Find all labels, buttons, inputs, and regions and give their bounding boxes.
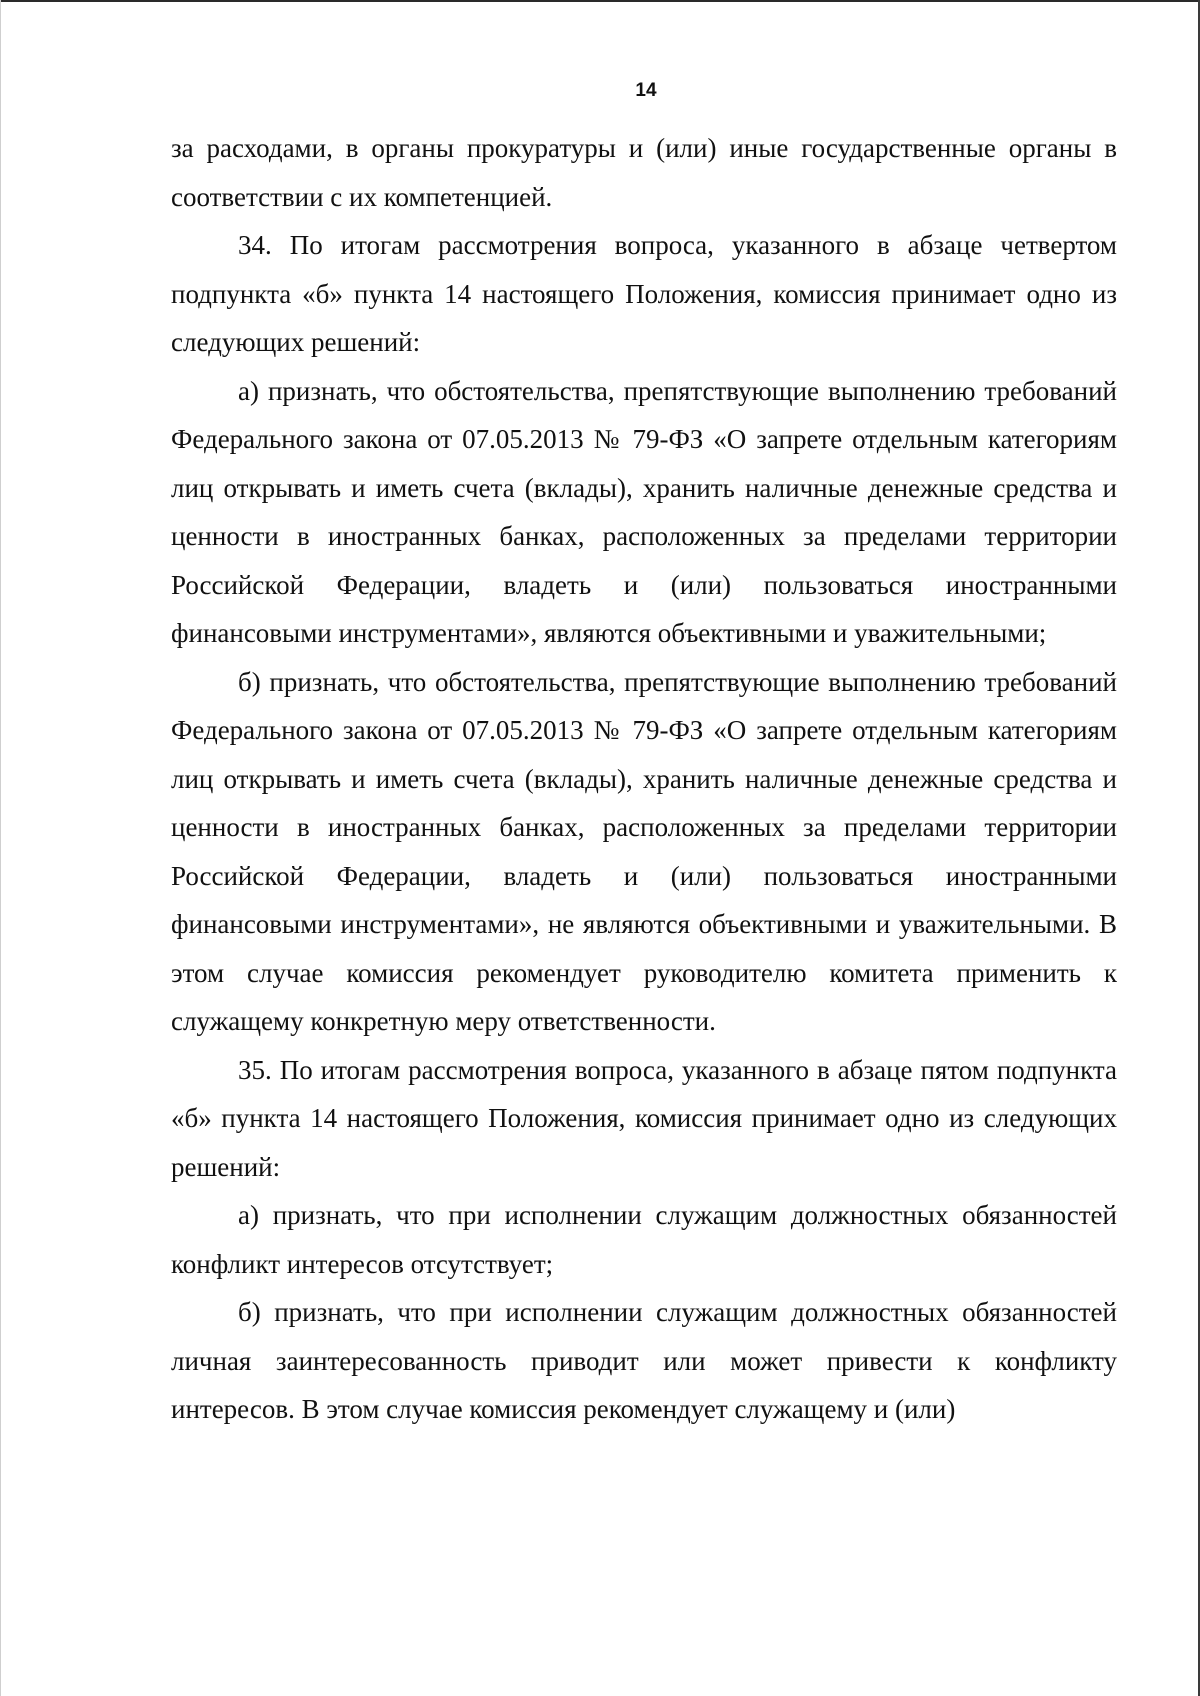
document-body [171,124,1117,1434]
paragraph-item-34: 34. По итогам рассмотрения вопроса, указанного в абзаце четвертом подпункта «б» пункта 14 настоящего Положения, комиссия принимает одно из следующих решений: [171,230,1117,357]
paragraph-continuation: за расходами, в органы прокуратуры и (или) иные государственные органы в соответствии с их компетенцией. [171,133,1117,212]
page-number: 14 [635,80,657,101]
paragraph-item-34-b: б) признать, что обстоятельства, препятствующие выполнению требований Федерального закона от 07.05.2013 № 79-ФЗ «О запрете отдельным категориям лиц открывать и иметь счета (вклады), хранить наличные денежные средства и ценности в иностранных банках, расположенных за пределами территории Российской Федерации, владеть и (или) пользоваться иностранными финансовыми инструментами», не являются объективными и уважительными. В этом случае комиссия рекомендует руководителю комитета применить к служащему конкретную меру ответственности. [171,666,1117,1036]
paragraph-item-35-b: б) признать, что при исполнении служащим должностных обязанностей личная заинтересованность приводит или может привести к конфликту интересов. В этом случае комиссия рекомендует служащему и (или) [171,1297,1117,1424]
paragraph-item-34-a: а) признать, что обстоятельства, препятствующие выполнению требований Федерального закона от 07.05.2013 № 79-ФЗ «О запрете отдельным категориям лиц открывать и иметь счета (вклады), хранить наличные денежные средства и ценности в иностранных банках, расположенных за пределами территории Российской Федерации, владеть и (или) пользоваться иностранными финансовыми инструментами», являются объективными и уважительными; [171,375,1117,648]
paragraph-item-35: 35. По итогам рассмотрения вопроса, указанного в абзаце пятом подпункта «б» пункта 14 настоящего Положения, комиссия принимает одно из следующих решений: [171,1054,1117,1182]
paragraph-item-35-a: а) признать, что при исполнении служащим должностных обязанностей конфликт интересов отсутствует; [171,1200,1117,1279]
scan-edge-left [0,0,1,1696]
scan-edge-top [0,0,1200,2]
